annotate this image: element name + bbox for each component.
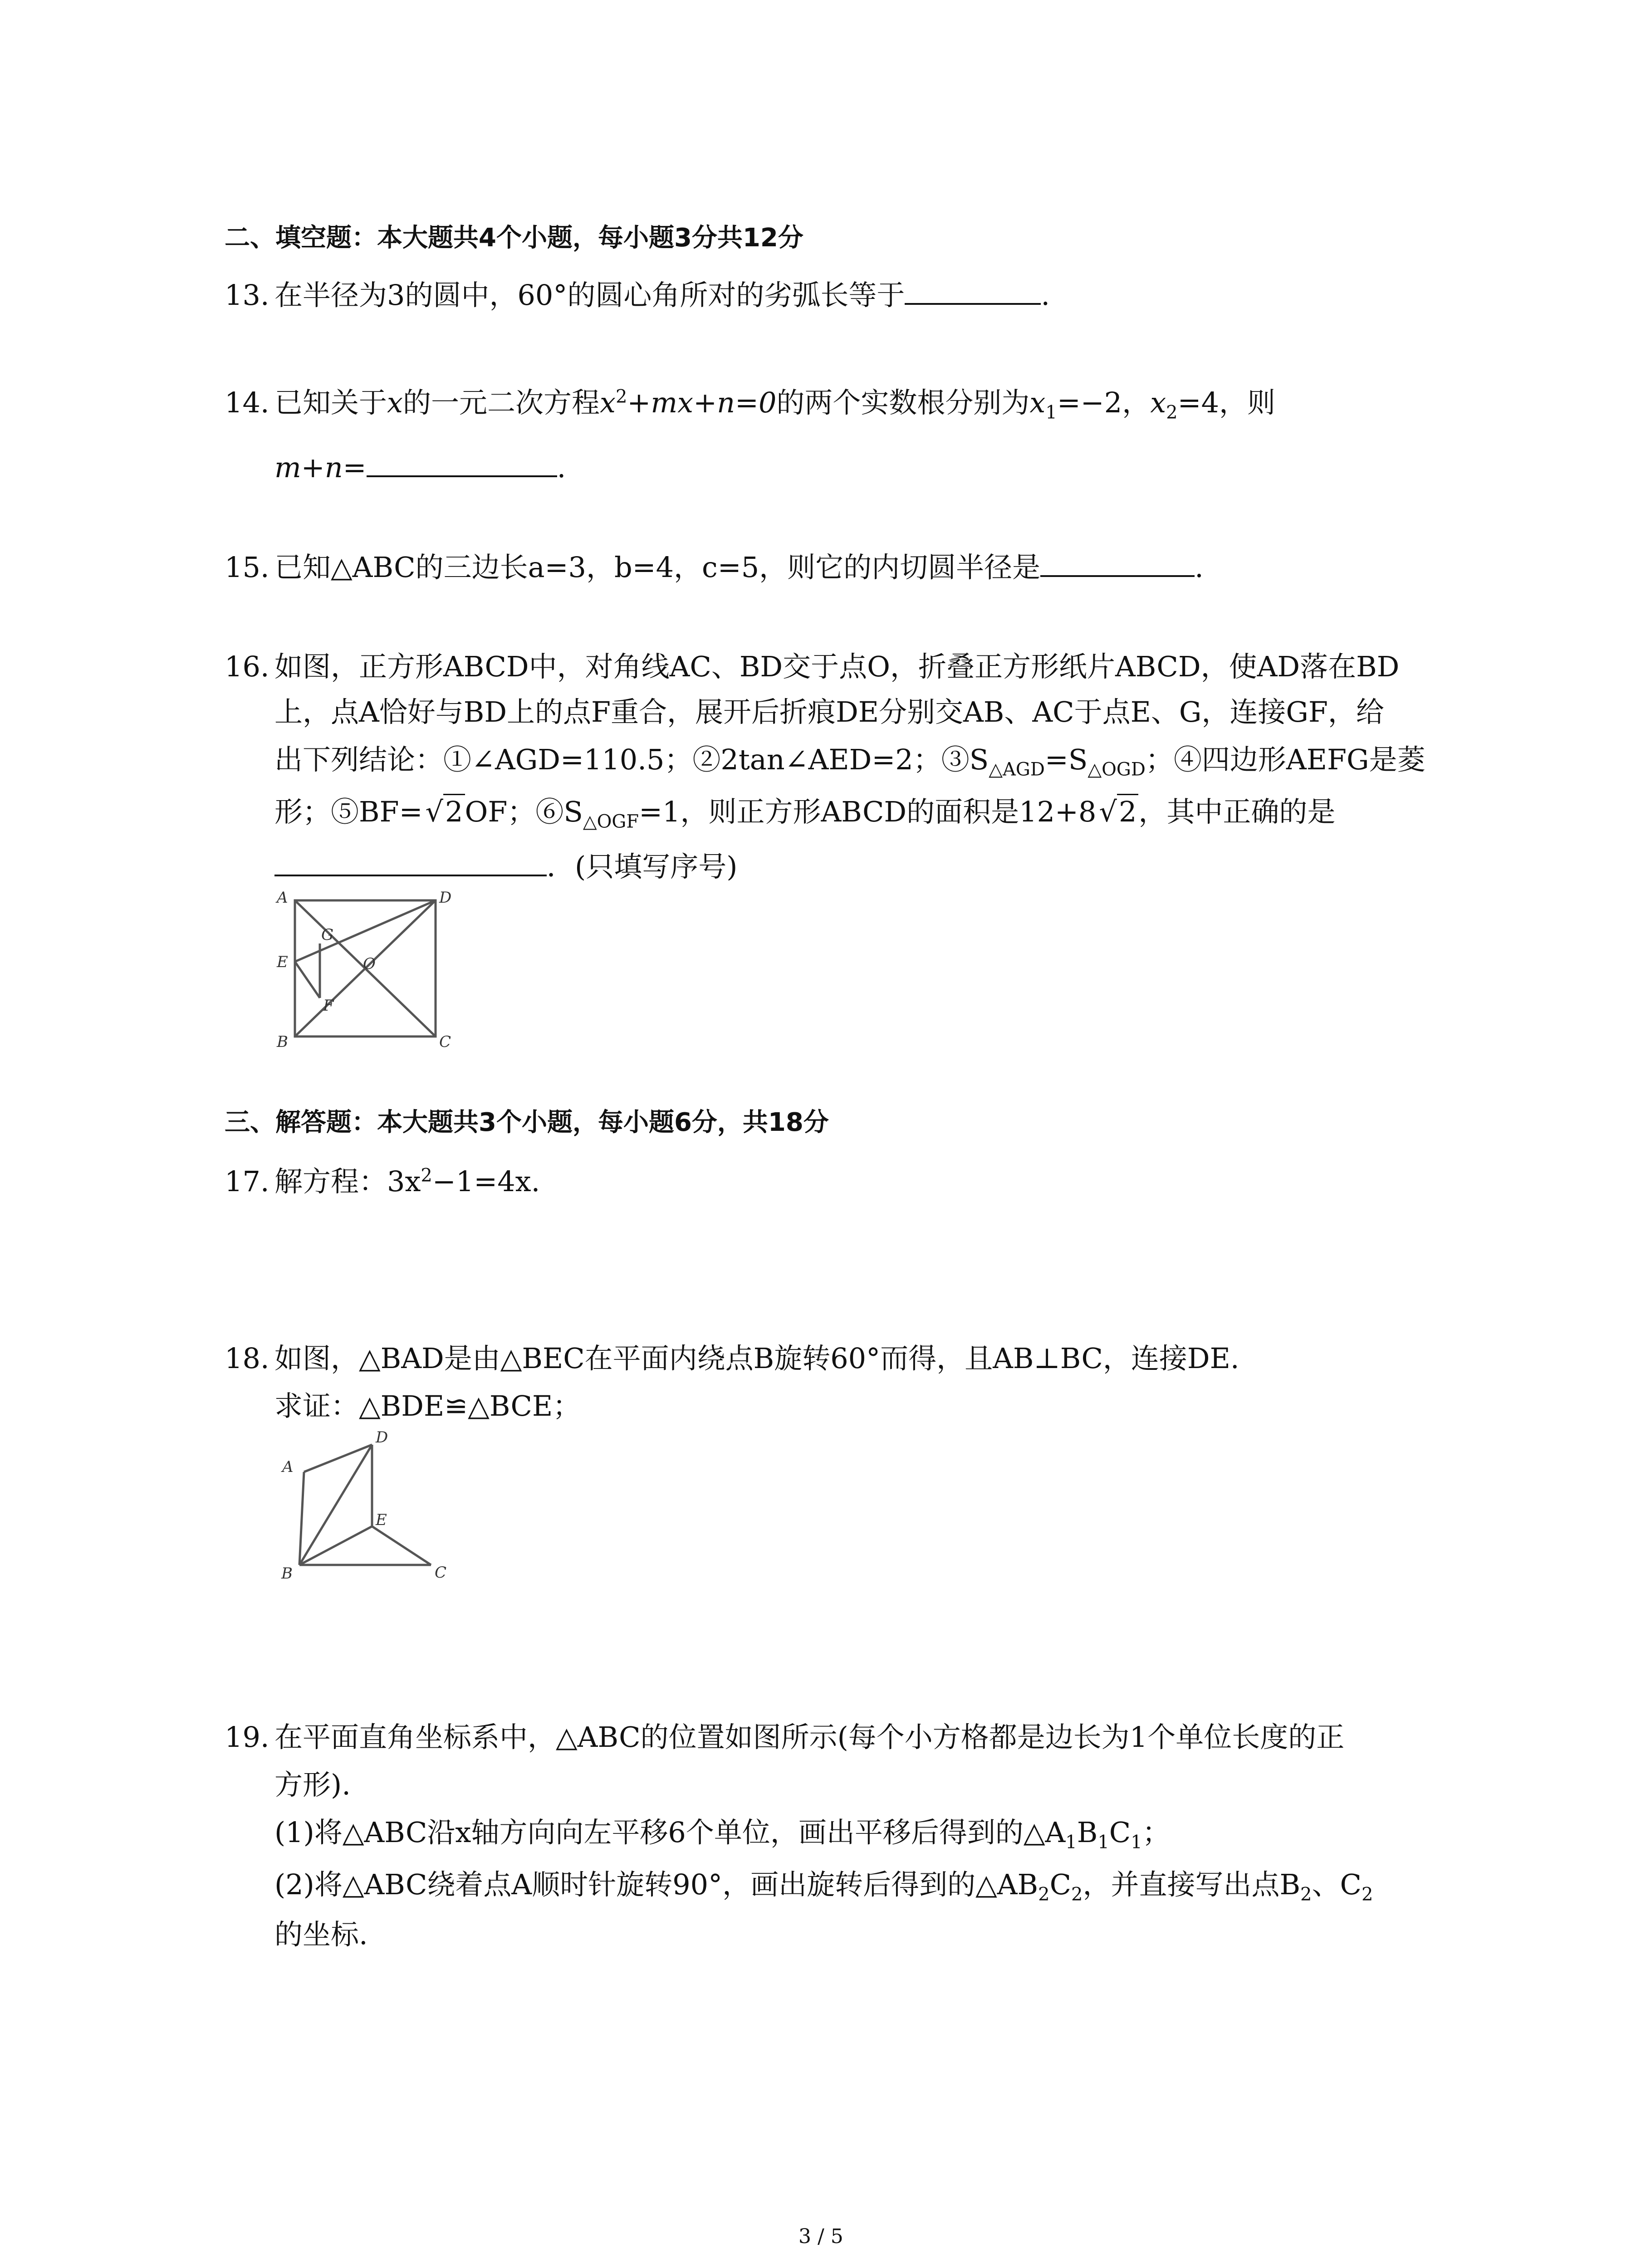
question-text: 在半径为3的圆中，60°的圆心角所对的劣弧长等于 bbox=[274, 279, 905, 312]
subscript: 2 bbox=[1361, 1884, 1373, 1905]
question-16-line-1 bbox=[225, 649, 1399, 685]
question-16-line-3 bbox=[274, 742, 1425, 778]
question-16-line-2: 上，点A恰好与BD上的点F重合，展开后折痕DE分别交AB、AC于点E、G，连接GF，给 bbox=[274, 695, 1384, 728]
expression: m+n= bbox=[274, 451, 367, 484]
page-number: 3 / 5 bbox=[798, 2225, 843, 2248]
exponent: 2 bbox=[615, 386, 627, 407]
label-G: G bbox=[321, 926, 334, 944]
question-18-line-1 bbox=[225, 1340, 1239, 1377]
question-number: 14. bbox=[225, 386, 269, 419]
question-number: 17. bbox=[225, 1165, 269, 1198]
text: (1)将△ABC沿x轴方向向左平移6个单位，画出平移后得到的△A bbox=[274, 1816, 1066, 1849]
question-19-line-2: 方形). bbox=[274, 1768, 351, 1801]
label-O: O bbox=[363, 955, 376, 973]
text: 的一元二次方程 bbox=[402, 386, 600, 419]
text: =−2， bbox=[1057, 386, 1151, 419]
text: 形；⑤BF= bbox=[274, 795, 423, 828]
section-heading-solve: 三、解答题：本大题共3个小题，每小题6分，共18分 bbox=[225, 1108, 829, 1137]
answer-blank[interactable] bbox=[1040, 549, 1195, 577]
question-19-line-1 bbox=[225, 1719, 1344, 1755]
question-14-line-2 bbox=[274, 449, 566, 486]
text: 已知关于 bbox=[274, 386, 387, 419]
answer-blank[interactable] bbox=[274, 848, 547, 876]
subscript: 1 bbox=[1065, 1832, 1077, 1853]
question-15 bbox=[225, 549, 1204, 586]
text: 解方程：3x bbox=[274, 1165, 421, 1198]
subscript: △AGD bbox=[989, 759, 1045, 780]
label-E: E bbox=[277, 953, 288, 971]
text: 、C bbox=[1312, 1868, 1362, 1901]
period: . bbox=[557, 451, 566, 484]
subscript: 2 bbox=[1071, 1884, 1083, 1905]
question-13 bbox=[225, 277, 1050, 313]
text: −1=4x. bbox=[432, 1165, 540, 1198]
question-text: 已知△ABC的三边长a=3，b=4，c=5，则它的内切圆半径是 bbox=[274, 551, 1041, 584]
subscript: 2 bbox=[1166, 402, 1178, 423]
subscript: 1 bbox=[1131, 1832, 1142, 1853]
text: ；④四边形AEFG是菱 bbox=[1145, 743, 1425, 776]
answer-blank[interactable] bbox=[905, 277, 1041, 305]
text: 的两个实数根分别为 bbox=[776, 386, 1030, 419]
question-number: 19. bbox=[225, 1721, 269, 1754]
label-C: C bbox=[439, 1033, 451, 1051]
rotation-diagram bbox=[272, 1429, 463, 1583]
text: C bbox=[1109, 1816, 1131, 1849]
label-C: C bbox=[435, 1564, 447, 1582]
text: 出下列结论：①∠AGD=110.5；②2tan∠AED=2；③S bbox=[274, 743, 989, 776]
subscript: △OGD bbox=[1087, 759, 1146, 780]
text: ，其中正确的是 bbox=[1138, 795, 1336, 828]
question-14-line-1 bbox=[225, 385, 1275, 421]
question-number: 15. bbox=[225, 551, 269, 584]
text: OF；⑥S bbox=[465, 795, 583, 828]
question-19-line-3 bbox=[274, 1814, 1171, 1851]
subscript: 2 bbox=[1038, 1884, 1050, 1905]
period: . bbox=[1041, 279, 1050, 312]
text: 如图，△BAD是由△BEC在平面内绕点B旋转60°而得，且AB⊥BC，连接DE. bbox=[274, 1342, 1239, 1375]
question-16-line-4 bbox=[274, 794, 1335, 830]
text: 在平面直角坐标系中，△ABC的位置如图所示(每个小方格都是边长为1个单位长度的正 bbox=[274, 1721, 1345, 1754]
answer-blank[interactable] bbox=[367, 449, 557, 477]
equation: +mx+n=0 bbox=[627, 386, 777, 419]
exponent: 2 bbox=[421, 1165, 432, 1186]
text: ．(只填写序号) bbox=[547, 850, 738, 883]
label-F: F bbox=[323, 997, 334, 1015]
label-B: B bbox=[277, 1033, 288, 1051]
question-number: 18. bbox=[225, 1342, 269, 1375]
section-heading-fill-blank: 二、填空题：本大题共4个小题，每小题3分共12分 bbox=[225, 223, 803, 253]
text: ，并直接写出点B bbox=[1083, 1868, 1301, 1901]
question-18-line-2: 求证：△BDE≌△BCE； bbox=[274, 1389, 581, 1422]
label-D: D bbox=[439, 889, 452, 907]
question-16-line-5 bbox=[274, 848, 737, 885]
var: x bbox=[1029, 386, 1046, 419]
sqrt: √ 2 bbox=[423, 794, 465, 830]
label-E: E bbox=[376, 1511, 387, 1529]
label-D: D bbox=[376, 1429, 388, 1447]
var: x bbox=[387, 386, 403, 419]
sqrt: √ 2 bbox=[1096, 794, 1138, 830]
var: x bbox=[1150, 386, 1166, 419]
period: . bbox=[1195, 551, 1204, 584]
text: (2)将△ABC绕着点A顺时针旋转90°，画出旋转后得到的△AB bbox=[274, 1868, 1038, 1901]
question-number: 13. bbox=[225, 279, 269, 312]
question-number: 16. bbox=[225, 650, 269, 683]
subscript: 1 bbox=[1097, 1832, 1109, 1853]
question-19-line-5: 的坐标. bbox=[274, 1918, 368, 1951]
text: =1，则正方形ABCD的面积是12+8 bbox=[639, 795, 1097, 828]
text: B bbox=[1077, 1816, 1098, 1849]
question-17 bbox=[225, 1163, 540, 1200]
text: ； bbox=[1142, 1816, 1171, 1849]
question-19-line-4 bbox=[274, 1867, 1373, 1903]
subscript: 2 bbox=[1300, 1884, 1312, 1905]
text: =S bbox=[1044, 743, 1088, 776]
text: C bbox=[1049, 1868, 1072, 1901]
label-A: A bbox=[277, 889, 288, 907]
var: x bbox=[600, 386, 616, 419]
text: 如图，正方形ABCD中，对角线AC、BD交于点O，折叠正方形纸片ABCD，使AD落在BD bbox=[274, 650, 1400, 683]
subscript: 1 bbox=[1045, 402, 1057, 423]
subscript: △OGF bbox=[583, 811, 639, 832]
label-A: A bbox=[282, 1458, 294, 1476]
label-B: B bbox=[281, 1564, 293, 1583]
square-diagram bbox=[272, 889, 463, 1061]
text: =4，则 bbox=[1177, 386, 1276, 419]
